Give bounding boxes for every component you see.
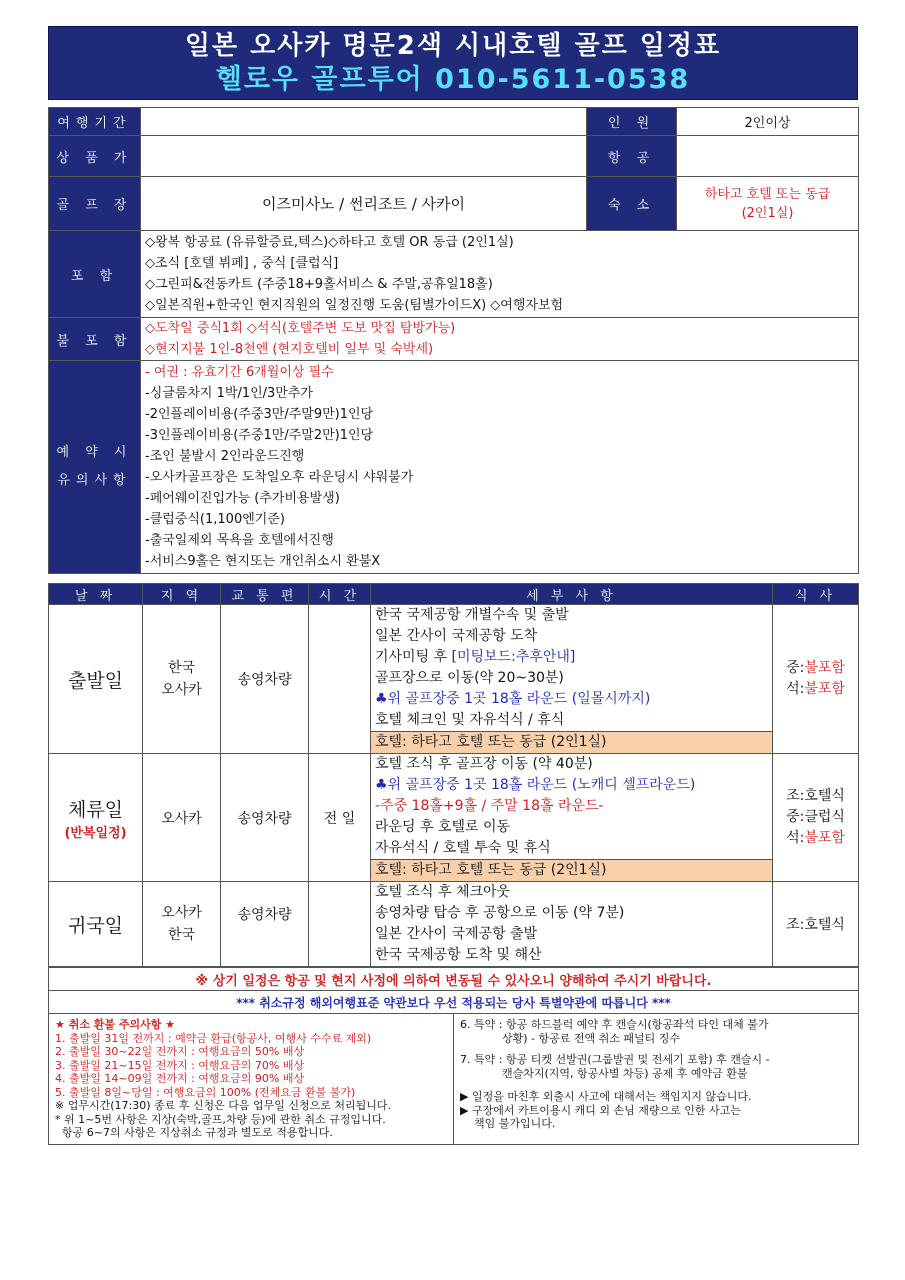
schedule-change-note: ※ 상기 일정은 항공 및 현지 사정에 의하여 변동될 수 있사오니 양해하여 주시기 바랍니다. xyxy=(49,968,859,991)
notice-label-line-1: 예 약 시 xyxy=(56,445,133,460)
meal-dinner-label: 석: xyxy=(786,830,805,846)
day-meals xyxy=(773,754,859,882)
cancellation-terms xyxy=(49,1014,454,1145)
day-details xyxy=(371,754,773,882)
stay-value-line-2: (2인1실) xyxy=(741,205,794,221)
exclude-item: ◇도착일 중식1회 ◇석식(호텔주변 도보 맛집 탐방가능) xyxy=(145,321,456,336)
header-date: 날 짜 xyxy=(49,584,143,605)
day-region-line: 한국 xyxy=(167,927,196,943)
detail-line: 골프장으로 이동(약 20~30분) xyxy=(375,670,564,686)
meal-dinner xyxy=(777,679,854,700)
day-transport: 송영차량 xyxy=(221,882,309,967)
day-transport: 송영차량 xyxy=(221,754,309,882)
cancellation-item: 5. 출발일 8일~당일 : 여행요금의 100% (전체요금 환불 불가) xyxy=(55,1085,356,1099)
cancellation-item: * 위 1~5번 사항은 지상(숙박,골프,차량 등)에 관한 취소 규정입니다. xyxy=(55,1112,386,1126)
airline-value xyxy=(677,136,859,177)
detail-line: 송영차량 탑승 후 공항으로 이동 (약 7분) xyxy=(375,905,625,921)
detail-line xyxy=(375,647,768,668)
stay-label: 숙 소 xyxy=(587,177,677,231)
exclude-label: 불 포 함 xyxy=(49,318,141,361)
cancellation-item: 항공 6~7의 사항은 지상취소 규정과 별도로 적용합니다. xyxy=(55,1126,333,1139)
header-transport: 교 통 편 xyxy=(221,584,309,605)
cancellation-item: 1. 출발일 31일 전까지 : 예약금 환급(항공사, 여행사 수수료 제외) xyxy=(55,1031,372,1045)
detail-text: 기사미팅 후 xyxy=(375,649,452,665)
day-region-line: 오사카 xyxy=(161,905,202,921)
notice-item: -조인 불발시 2인라운드진행 xyxy=(145,449,305,464)
cancellation-title: ★ 취소 환불 주의사항 ★ xyxy=(55,1018,176,1031)
period-label: 여행기간 xyxy=(49,108,141,136)
detail-line: 한국 국제공항 도착 및 해산 xyxy=(375,947,542,963)
title-banner xyxy=(48,26,858,100)
exclude-list xyxy=(141,318,859,361)
meal-dinner-value: 불포함 xyxy=(804,830,845,846)
special-term: 6. 특약 : 항공 하드블럭 예약 후 캔슬시(항공좌석 타인 대체 불가 xyxy=(460,1018,769,1031)
include-item: ◇일본직원+한국인 현지직원의 일정진행 도움(팀별가이드X) ◇여행자보험 xyxy=(145,298,564,313)
notice-item: -서비스9홀은 현지또는 개인취소시 환불X xyxy=(145,554,381,569)
day-time: 전 일 xyxy=(309,754,371,882)
notice-item: -싱글룸차지 1박/1인/3만추가 xyxy=(145,386,313,401)
notice-item: -출국일제외 목욕을 호텔에서진행 xyxy=(145,533,334,548)
header-details: 세 부 사 항 xyxy=(371,584,773,605)
include-item: ◇왕복 항공료 (유류할증료,텍스)◇하타고 호텔 OR 동급 (2인1실) xyxy=(145,235,514,250)
stay-value-line-1: 하타고 호텔 또는 동급 xyxy=(704,186,831,202)
cancellation-rule-note: *** 취소규정 해외여행표준 약관보다 우선 적용되는 당사 특별약관에 따릅니다 *** xyxy=(49,991,859,1014)
meal-lunch-value: 불포함 xyxy=(804,660,845,676)
day-date xyxy=(49,754,143,882)
notice-item: -2인플레이비용(주중3만/주말9만)1인당 xyxy=(145,407,374,422)
notice-item-passport: - 여권 : 유효기간 6개월이상 필수 xyxy=(145,365,334,380)
special-terms xyxy=(454,1014,859,1145)
special-term: 책임 불가입니다. xyxy=(460,1117,556,1130)
cancellation-item: 3. 출발일 21~15일 전까지 : 여행요금의 70% 배상 xyxy=(55,1058,305,1072)
include-list xyxy=(141,231,859,318)
include-item: ◇그린피&전동카트 (주중18+9홀서비스 & 주말,공휴일18홀) xyxy=(145,277,493,292)
day-region: 오사카 xyxy=(143,754,221,882)
day-details xyxy=(371,605,773,754)
period-value xyxy=(141,108,587,136)
day-details xyxy=(371,882,773,967)
meal-dinner xyxy=(777,828,854,849)
day-date: 귀국일 xyxy=(49,882,143,967)
meal-breakfast: 조:호텔식 xyxy=(786,917,845,933)
detail-line: 일본 간사이 국제공항 도착 xyxy=(375,628,538,644)
people-value: 2인이상 xyxy=(677,108,859,136)
detail-line: 호텔 조식 후 체크아웃 xyxy=(375,884,511,900)
notice-item: -클럽중식(1,100엔기준) xyxy=(145,512,285,527)
header-region: 지 역 xyxy=(143,584,221,605)
cancellation-item: 4. 출발일 14~09일 전까지 : 여행요금의 90% 배상 xyxy=(55,1072,305,1085)
notice-item: -오사카골프장은 도착일오후 라운딩시 샤워불가 xyxy=(145,470,414,485)
detail-line-golf: ♣위 골프장중 1곳 18홀 라운드 (일몰시까지) xyxy=(375,691,651,707)
detail-line: 자유석식 / 호텔 투숙 및 휴식 xyxy=(375,840,551,856)
meal-lunch xyxy=(777,658,854,679)
stay-value xyxy=(677,177,859,231)
cancellation-item: 2. 출발일 30~22일 전까지 : 여행요금의 50% 배상 xyxy=(55,1045,305,1058)
schedule-table xyxy=(48,583,859,967)
day-region-line: 한국 xyxy=(167,660,196,676)
detail-line-golf: ♣위 골프장중 1곳 18홀 라운드 (노캐디 셀프라운드) xyxy=(375,777,696,793)
info-table xyxy=(48,107,859,574)
meal-lunch: 중:클럽식 xyxy=(786,809,845,825)
special-term: 상황) - 항공료 전액 취소 패널티 징수 xyxy=(460,1031,680,1045)
schedule-document xyxy=(48,26,858,1145)
airline-label: 항 공 xyxy=(587,136,677,177)
price-value xyxy=(141,136,587,177)
detail-line-rounds: -주중 18홀+9홀 / 주말 18홀 라운드- xyxy=(375,798,604,814)
day-region xyxy=(143,605,221,754)
include-item: ◇조식 [호텔 뷔페] , 중식 [클럽식] xyxy=(145,256,339,271)
include-label: 포 함 xyxy=(49,231,141,318)
notice-label-line-2: 유의사항 xyxy=(57,473,132,488)
detail-line: 라운딩 후 호텔로 이동 xyxy=(375,819,511,835)
golf-label: 골 프 장 xyxy=(49,177,141,231)
schedule-row-return xyxy=(49,882,859,967)
golf-value: 이즈미사노 / 썬리조트 / 사카이 xyxy=(141,177,587,231)
special-term: 캔슬차지(지역, 항공사별 차등) 공제 후 예약금 환불 xyxy=(460,1066,748,1080)
page-title: 일본 오사카 명문2색 시내호텔 골프 일정표 xyxy=(184,31,722,61)
day-meals xyxy=(773,605,859,754)
detail-line: 한국 국제공항 개별수속 및 출발 xyxy=(375,607,569,623)
notice-item: -3인플레이비용(주중1만/주말2만)1인당 xyxy=(145,428,374,443)
special-term: ▶ 일정을 마친후 외출시 사고에 대해서는 책임지지 않습니다. xyxy=(460,1090,752,1103)
hotel-line: 호텔: 하타고 호텔 또는 동급 (2인1실) xyxy=(371,731,772,753)
meeting-board-note: [미팅보드:추후안내] xyxy=(451,649,576,665)
notice-item: -페어웨이진입가능 (추가비용발생) xyxy=(145,491,340,506)
day-date-sub: (반복일정) xyxy=(64,825,127,841)
detail-line: 일본 간사이 국제공항 출발 xyxy=(375,926,538,942)
day-date-main: 체류일 xyxy=(67,798,124,821)
header-time: 시 간 xyxy=(309,584,371,605)
footer-table xyxy=(48,967,859,1145)
special-term: 7. 특약 : 항공 티켓 선발권(그룹발권 및 전세기 포함) 후 캔슬시 - xyxy=(460,1053,770,1066)
meal-lunch-label: 중: xyxy=(786,660,805,676)
meal-dinner-value: 불포함 xyxy=(804,681,845,697)
schedule-row-stay xyxy=(49,754,859,882)
day-time xyxy=(309,882,371,967)
meal-dinner-label: 석: xyxy=(786,681,805,697)
page-subtitle: 헬로우 골프투어 010-5611-0538 xyxy=(215,64,691,95)
schedule-header-row xyxy=(49,584,859,605)
day-meals xyxy=(773,882,859,967)
day-transport: 송영차량 xyxy=(221,605,309,754)
meal-breakfast: 조:호텔식 xyxy=(786,788,845,804)
people-label: 인 원 xyxy=(587,108,677,136)
detail-line: 호텔 체크인 및 자유석식 / 휴식 xyxy=(375,712,565,728)
header-meals: 식 사 xyxy=(773,584,859,605)
day-time xyxy=(309,605,371,754)
cancellation-item: ※ 업무시간(17:30) 종료 후 신청은 다음 업무일 신청으로 처리됩니다. xyxy=(55,1099,391,1112)
day-region-line: 오사카 xyxy=(161,682,202,698)
day-region xyxy=(143,882,221,967)
exclude-item: ◇현지지불 1인-8천엔 (현지호텔비 일부 및 숙박세) xyxy=(145,342,434,357)
special-term: ▶ 구장에서 카트이용시 캐디 외 손님 재량으로 인한 사고는 xyxy=(460,1103,741,1117)
schedule-row-departure xyxy=(49,605,859,754)
notice-list xyxy=(141,361,859,574)
detail-line: 호텔 조식 후 골프장 이동 (약 40분) xyxy=(375,756,593,772)
price-label: 상 품 가 xyxy=(49,136,141,177)
hotel-line: 호텔: 하타고 호텔 또는 동급 (2인1실) xyxy=(371,859,772,881)
notice-label xyxy=(49,361,141,574)
day-date: 출발일 xyxy=(49,605,143,754)
